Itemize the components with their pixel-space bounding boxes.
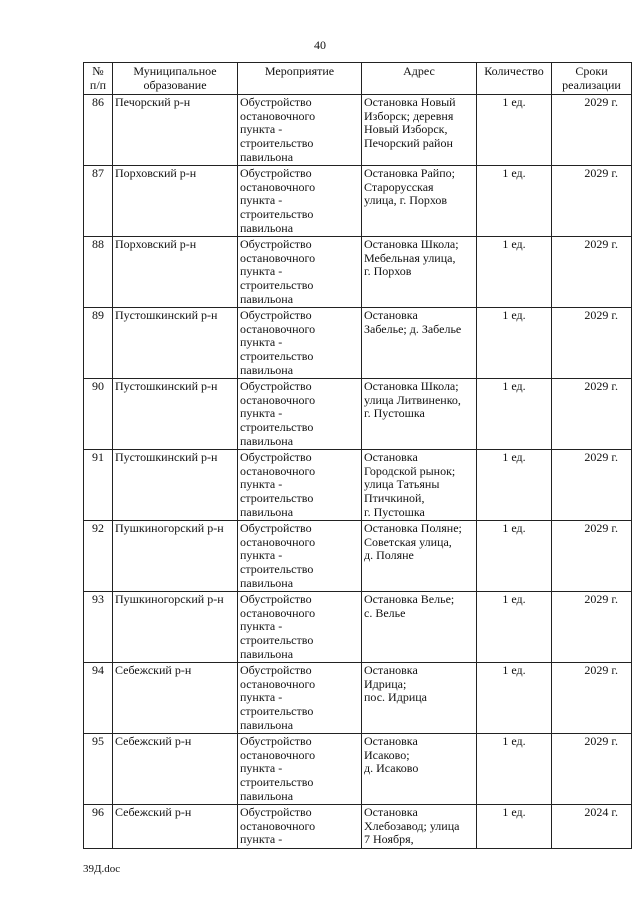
address-cell-line: Остановка <box>364 450 418 465</box>
row-number-cell: 88 <box>84 237 113 308</box>
municipality-cell <box>113 379 238 450</box>
table-row <box>84 379 632 450</box>
address-cell-line: Остановка <box>364 308 418 323</box>
event-cell-line: остановочного <box>240 676 316 691</box>
row-number-cell: 94 <box>84 663 113 734</box>
municipality-cell <box>113 805 238 849</box>
quantity-cell: 1 ед. <box>477 166 552 237</box>
header-municipality-line: образование <box>143 77 207 92</box>
address-cell-line: улица, г. Порхов <box>364 193 448 208</box>
term-cell: 2029 г. <box>552 308 632 379</box>
event-cell-line: Обустройство <box>240 166 312 181</box>
address-cell <box>362 805 477 849</box>
table-row <box>84 237 632 308</box>
term-cell: 2029 г. <box>552 521 632 592</box>
address-cell <box>362 95 477 166</box>
table-row <box>84 592 632 663</box>
event-cell <box>238 734 362 805</box>
address-cell-line: Идрица; <box>364 676 407 691</box>
event-cell-line: павильона <box>240 646 294 661</box>
table-row <box>84 734 632 805</box>
event-cell <box>238 166 362 237</box>
event-cell-line: Обустройство <box>240 805 312 820</box>
address-cell <box>362 450 477 521</box>
event-cell-line: пункта - <box>240 832 283 847</box>
row-number-cell: 86 <box>84 95 113 166</box>
municipality-cell <box>113 166 238 237</box>
event-cell-line: пункта - <box>240 690 283 705</box>
event-cell-line: остановочного <box>240 534 316 549</box>
event-cell-line: остановочного <box>240 321 316 336</box>
address-cell <box>362 166 477 237</box>
table-body <box>84 95 632 849</box>
event-cell-line: строительство <box>240 490 314 505</box>
header-quantity <box>477 63 552 95</box>
event-cell-line: Обустройство <box>240 663 312 678</box>
event-cell-line: остановочного <box>240 818 316 833</box>
address-cell-line: Остановка <box>364 805 418 820</box>
event-cell-line: пункта - <box>240 619 283 634</box>
event-cell-line: павильона <box>240 149 294 164</box>
term-cell: 2029 г. <box>552 592 632 663</box>
municipality-cell-line: Пустошкинский р-н <box>115 308 218 323</box>
event-cell <box>238 521 362 592</box>
page-number: 40 <box>314 38 326 52</box>
event-cell-line: павильона <box>240 220 294 235</box>
row-number-cell: 96 <box>84 805 113 849</box>
address-cell-line: Городской рынок; <box>364 463 456 478</box>
address-cell-line: д. Поляне <box>364 548 414 563</box>
address-cell-line: г. Пустошка <box>364 406 425 421</box>
address-cell-line: Остановка Поляне; <box>364 521 462 536</box>
quantity-cell: 1 ед. <box>477 805 552 849</box>
address-cell-line: Старорусская <box>364 179 434 194</box>
row-number-cell: 90 <box>84 379 113 450</box>
term-cell: 2029 г. <box>552 166 632 237</box>
event-cell-line: остановочного <box>240 747 316 762</box>
municipality-cell-line: Пушкиногорский р-н <box>115 521 224 536</box>
address-cell-line: Остановка Школа; <box>364 237 459 252</box>
municipality-cell <box>113 450 238 521</box>
table-row <box>84 805 632 849</box>
municipality-cell <box>113 592 238 663</box>
address-cell-line: Изборск; деревня <box>364 108 454 123</box>
header-event <box>238 63 362 95</box>
term-cell: 2029 г. <box>552 379 632 450</box>
header-municipality <box>113 63 238 95</box>
header-term-line: Сроки <box>575 64 608 78</box>
quantity-cell: 1 ед. <box>477 663 552 734</box>
row-number-cell: 91 <box>84 450 113 521</box>
address-cell-line: г. Пустошка <box>364 504 425 519</box>
event-cell-line: строительство <box>240 348 314 363</box>
address-cell-line: Новый Изборск, <box>364 122 448 137</box>
event-cell-line: пункта - <box>240 477 283 492</box>
address-cell-line: Забелье; д. Забелье <box>364 321 462 336</box>
quantity-cell: 1 ед. <box>477 95 552 166</box>
event-cell <box>238 237 362 308</box>
event-cell-line: пункта - <box>240 548 283 563</box>
term-cell: 2029 г. <box>552 95 632 166</box>
event-cell-line: павильона <box>240 433 294 448</box>
quantity-cell: 1 ед. <box>477 308 552 379</box>
quantity-cell: 1 ед. <box>477 734 552 805</box>
address-cell-line: Остановка <box>364 663 418 678</box>
event-cell-line: пункта - <box>240 335 283 350</box>
event-cell-line: пункта - <box>240 193 283 208</box>
table-row <box>84 166 632 237</box>
address-cell-line: Остановка Новый <box>364 95 456 110</box>
term-cell: 2029 г. <box>552 237 632 308</box>
address-cell-line: Исаково; <box>364 747 410 762</box>
event-cell-line: строительство <box>240 277 314 292</box>
municipality-cell-line: Себежский р-н <box>115 734 192 749</box>
event-cell-line: пункта - <box>240 264 283 279</box>
address-cell-line: Остановка <box>364 734 418 749</box>
event-cell <box>238 592 362 663</box>
row-number-cell: 87 <box>84 166 113 237</box>
header-municipality-line: Муниципальное <box>133 64 217 78</box>
event-cell-line: строительство <box>240 206 314 221</box>
event-cell-line: остановочного <box>240 392 316 407</box>
event-cell-line: остановочного <box>240 250 316 265</box>
event-cell-line: пункта - <box>240 406 283 421</box>
term-cell: 2029 г. <box>552 450 632 521</box>
header-event-line: Мероприятие <box>264 64 335 78</box>
event-cell-line: павильона <box>240 291 294 306</box>
quantity-cell: 1 ед. <box>477 450 552 521</box>
address-cell <box>362 663 477 734</box>
event-cell-line: остановочного <box>240 179 316 194</box>
event-cell-line: строительство <box>240 135 314 150</box>
event-cell-line: павильона <box>240 717 294 732</box>
address-cell <box>362 592 477 663</box>
municipality-cell <box>113 237 238 308</box>
activities-table <box>83 62 632 849</box>
address-cell <box>362 521 477 592</box>
event-cell-line: Обустройство <box>240 95 312 110</box>
table-row <box>84 450 632 521</box>
event-cell-line: пункта - <box>240 122 283 137</box>
event-cell-line: Обустройство <box>240 734 312 749</box>
row-number-cell: 93 <box>84 592 113 663</box>
event-cell-line: павильона <box>240 575 294 590</box>
address-cell-line: Печорский район <box>364 135 453 150</box>
address-cell <box>362 379 477 450</box>
event-cell <box>238 450 362 521</box>
header-num <box>84 63 113 95</box>
address-cell-line: Остановка Райпо; <box>364 166 455 181</box>
header-address <box>362 63 477 95</box>
event-cell-line: Обустройство <box>240 450 312 465</box>
event-cell-line: Обустройство <box>240 379 312 394</box>
address-cell-line: Остановка Школа; <box>364 379 459 394</box>
event-cell-line: строительство <box>240 419 314 434</box>
address-cell-line: 7 Ноября, <box>364 832 414 847</box>
table-row <box>84 95 632 166</box>
quantity-cell: 1 ед. <box>477 592 552 663</box>
table-row <box>84 308 632 379</box>
event-cell-line: остановочного <box>240 605 316 620</box>
term-cell: 2029 г. <box>552 734 632 805</box>
header-term-line: реализации <box>562 77 621 92</box>
event-cell-line: Обустройство <box>240 308 312 323</box>
term-cell: 2024 г. <box>552 805 632 849</box>
municipality-cell-line: Печорский р-н <box>115 95 191 110</box>
event-cell <box>238 805 362 849</box>
address-cell <box>362 237 477 308</box>
event-cell <box>238 379 362 450</box>
address-cell-line: Хлебозавод; улица <box>364 818 460 833</box>
address-cell-line: Мебельная улица, <box>364 250 456 265</box>
municipality-cell <box>113 95 238 166</box>
address-cell-line: Остановка Велье; <box>364 592 455 607</box>
municipality-cell-line: Себежский р-н <box>115 663 192 678</box>
row-number-cell: 92 <box>84 521 113 592</box>
event-cell-line: строительство <box>240 632 314 647</box>
event-cell-line: пункта - <box>240 761 283 776</box>
event-cell-line: строительство <box>240 561 314 576</box>
table-row <box>84 521 632 592</box>
event-cell-line: павильона <box>240 788 294 803</box>
municipality-cell <box>113 521 238 592</box>
quantity-cell: 1 ед. <box>477 237 552 308</box>
address-cell-line: улица Татьяны <box>364 477 440 492</box>
address-cell <box>362 308 477 379</box>
event-cell-line: Обустройство <box>240 521 312 536</box>
event-cell-line: Обустройство <box>240 237 312 252</box>
address-cell-line: д. Исаково <box>364 761 419 776</box>
address-cell-line: с. Велье <box>364 605 406 620</box>
row-number-cell: 89 <box>84 308 113 379</box>
header-address-line: Адрес <box>403 64 435 78</box>
address-cell-line: Птичкиной, <box>364 490 425 505</box>
table-header-row <box>84 63 632 95</box>
municipality-cell-line: Порховский р-н <box>115 237 197 252</box>
address-cell-line: Советская улица, <box>364 534 452 549</box>
header-quantity-line: Количество <box>484 64 544 78</box>
table-row <box>84 663 632 734</box>
event-cell-line: Обустройство <box>240 592 312 607</box>
address-cell-line: г. Порхов <box>364 264 412 279</box>
header-num-line: № <box>92 64 104 78</box>
event-cell-line: строительство <box>240 703 314 718</box>
municipality-cell <box>113 663 238 734</box>
municipality-cell-line: Пустошкинский р-н <box>115 379 218 394</box>
municipality-cell-line: Пустошкинский р-н <box>115 450 218 465</box>
municipality-cell-line: Себежский р-н <box>115 805 192 820</box>
event-cell-line: павильона <box>240 362 294 377</box>
event-cell <box>238 95 362 166</box>
header-term <box>552 63 632 95</box>
event-cell-line: остановочного <box>240 108 316 123</box>
event-cell-line: павильона <box>240 504 294 519</box>
address-cell-line: улица Литвиненко, <box>364 392 461 407</box>
municipality-cell <box>113 734 238 805</box>
event-cell <box>238 663 362 734</box>
municipality-cell-line: Пушкиногорский р-н <box>115 592 224 607</box>
quantity-cell: 1 ед. <box>477 521 552 592</box>
row-number-cell: 95 <box>84 734 113 805</box>
event-cell <box>238 308 362 379</box>
footer-file-name: 39Д.doc <box>83 863 121 875</box>
municipality-cell <box>113 308 238 379</box>
address-cell-line: пос. Идрица <box>364 690 427 705</box>
term-cell: 2029 г. <box>552 663 632 734</box>
event-cell-line: строительство <box>240 774 314 789</box>
header-num-line: п/п <box>89 77 107 92</box>
quantity-cell: 1 ед. <box>477 379 552 450</box>
event-cell-line: остановочного <box>240 463 316 478</box>
municipality-cell-line: Порховский р-н <box>115 166 197 181</box>
address-cell <box>362 734 477 805</box>
